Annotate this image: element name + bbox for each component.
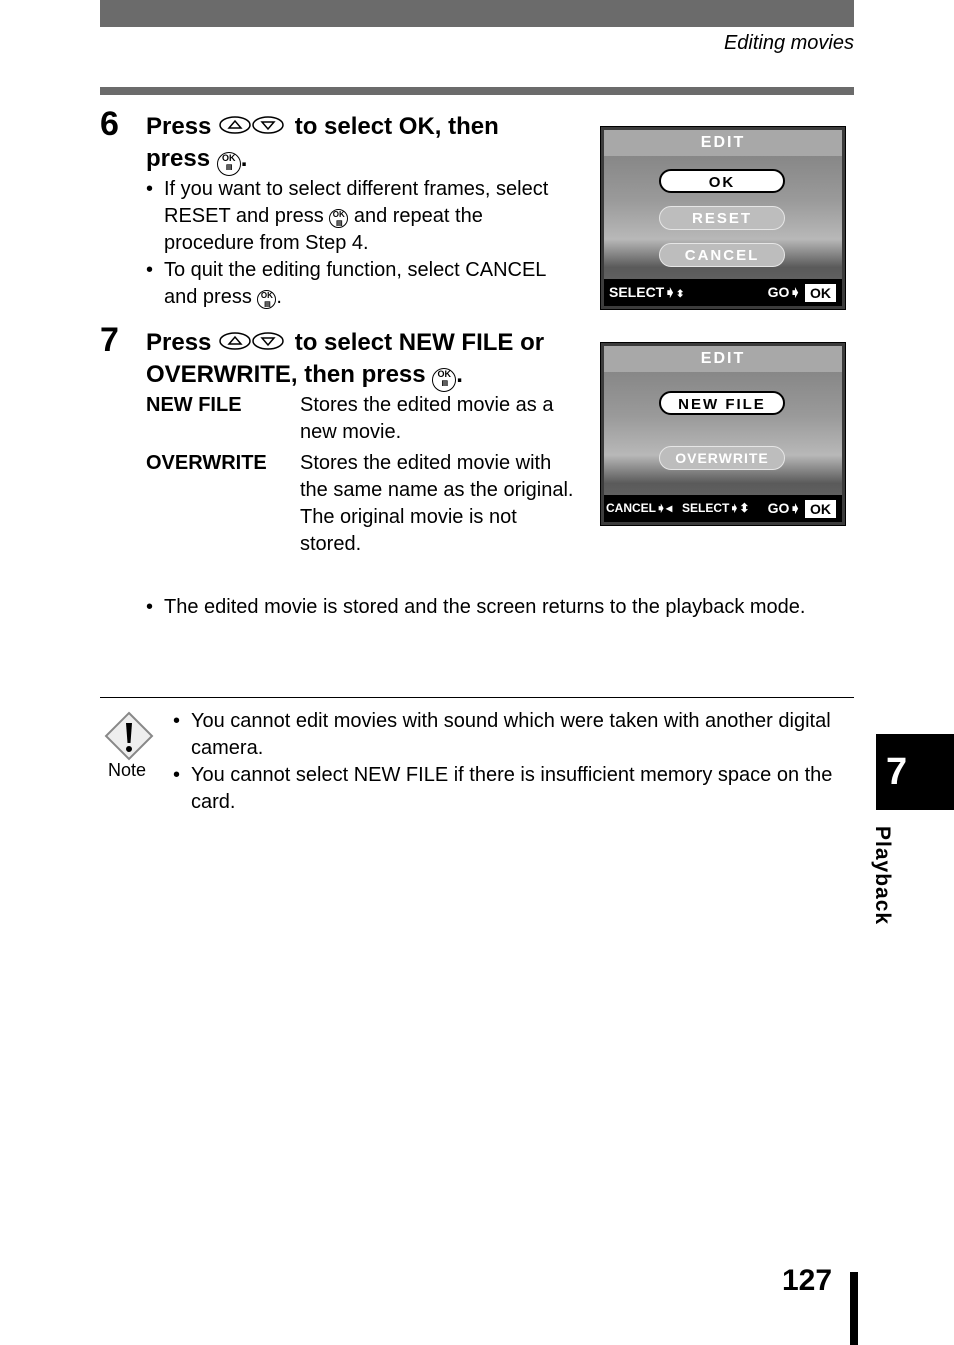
- option-overwrite: OVERWRITE Stores the edited movie with the same name as the original. The original movie is not stored.: [146, 452, 574, 555]
- left-arrow-icon: ◂: [666, 501, 673, 515]
- section-title: Editing movies: [723, 32, 854, 54]
- header-bar: [100, 0, 854, 27]
- arrow-right-icon: ➧: [789, 284, 802, 300]
- arrow-right-icon: ➧: [664, 284, 676, 300]
- camera-screen-edit-newfile: [600, 342, 846, 526]
- step-6-bullets: [146, 176, 566, 311]
- page-number-bar: [850, 1272, 858, 1345]
- step-6-number: 6: [100, 105, 119, 143]
- up-down-icon: ⬍: [675, 289, 685, 300]
- result-bullet: • The edited movie is stored and the screen returns to the playback mode.: [146, 594, 836, 621]
- menu-item-reset: RESET: [659, 206, 785, 230]
- step-6-title-press: Press: [146, 113, 212, 140]
- step-6-bullet-2: • To quit the editing function, select CANCEL and press OK ▤ .: [146, 257, 566, 311]
- arrow-right-icon: ➧: [729, 501, 740, 515]
- ok-button-icon: OK ▤: [257, 290, 276, 309]
- step-6-title-press2: press: [146, 145, 211, 172]
- step-7-options: [146, 392, 576, 558]
- go-hint: GO➧ OK: [768, 495, 836, 522]
- cancel-hint: CANCEL➧◂: [606, 501, 673, 515]
- note-divider: [100, 697, 854, 698]
- step-6-title-select: to select OK, then: [294, 113, 499, 140]
- screen-button-bar: [604, 495, 842, 522]
- camera-screen-edit-ok: [600, 126, 846, 310]
- up-down-arrow-buttons-icon: [218, 331, 288, 351]
- screen-title: EDIT: [604, 346, 842, 372]
- up-down-icon: ⬍: [739, 501, 750, 515]
- step-6-title: [146, 111, 586, 176]
- step-7-number: 7: [100, 321, 119, 359]
- select-hint: SELECT➧⬍: [682, 501, 750, 515]
- header-rule: [100, 87, 854, 95]
- option-new-file: NEW FILE Stores the edited movie as a new movie.: [146, 394, 554, 443]
- step-6-bullet-1: • If you want to select different frames, select RESET and press OK ▤ and repeat the procedure from Step 4.: [146, 176, 566, 257]
- screen-title: EDIT: [604, 130, 842, 156]
- note-bullet-2: • You cannot select NEW FILE if there is insufficient memory space on the card.: [173, 762, 853, 816]
- menu-item-new-file: NEW FILE: [659, 391, 785, 415]
- step-7-title: Press to select NEW FILE or OVERWRITE, then press OK ▤ .: [146, 327, 586, 392]
- arrow-right-icon: ➧: [789, 500, 802, 516]
- warning-icon: [104, 711, 154, 761]
- chapter-tab: 7: [876, 734, 954, 810]
- menu-item-overwrite: OVERWRITE: [659, 446, 785, 470]
- screen-button-bar: [604, 279, 842, 306]
- note-label: Note: [108, 760, 147, 780]
- ok-button-icon: OK ▤: [329, 209, 348, 228]
- ok-button-icon: OK ▤: [432, 368, 456, 392]
- note-bullet-1: • You cannot edit movies with sound which were taken with another digital camera.: [173, 708, 853, 762]
- chapter-label: Playback: [871, 826, 894, 926]
- select-hint: SELECT➧⬍: [609, 284, 685, 300]
- step-6-title-period: .: [240, 145, 248, 172]
- note-bullets: [173, 708, 853, 816]
- menu-item-cancel: CANCEL: [659, 243, 785, 267]
- up-down-arrow-buttons-icon: [218, 115, 288, 135]
- go-hint: GO➧ OK: [768, 279, 836, 306]
- menu-item-ok: OK: [659, 169, 785, 193]
- page-number: 127: [782, 1264, 833, 1297]
- ok-button-icon: OK ▤: [217, 152, 241, 176]
- arrow-right-icon: ➧: [656, 501, 667, 515]
